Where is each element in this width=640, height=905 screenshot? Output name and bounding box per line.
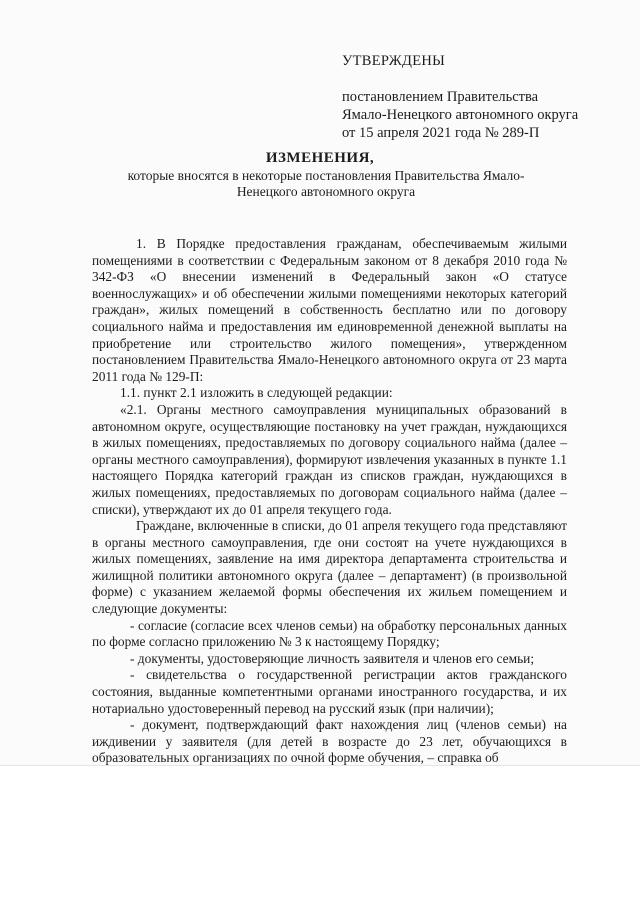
approval-block — [342, 52, 578, 142]
paragraph-1-1: 1.1. пункт 2.1 изложить в следующей редакции: — [120, 385, 393, 401]
approval-line-1: постановлением Правительства — [342, 89, 539, 105]
document-title: ИЗМЕНЕНИЯ, — [265, 150, 375, 166]
list-item-consent: - согласие (согласие всех членов семьи) на обработку персональных данных по форме согласно приложению № 3 к настоящему Порядку; — [92, 617, 567, 650]
list-item-dependents: - документ, подтверждающий факт нахождения лиц (членов семьи) на иждивении у заявителя (для детей в возрасте до 23 лет, обучающихся в образовательных организациях по очной форме обучения, – справка об — [92, 717, 567, 766]
list-item-certificates: - свидетельства о государственной регистрации актов гражданского состояния, выданные компетентными органами иностранного государства, и их нотариально удостоверенный перевод на русский язык (при наличии); — [92, 667, 567, 716]
document-subtitle: которые вносятся в некоторые постановления Правительства Ямало-Ненецкого автономного округа — [127, 168, 525, 199]
approval-line-2: Ямало-Ненецкого автономного округа — [342, 107, 579, 123]
approval-line-3: от 15 апреля 2021 года № 289-П — [342, 125, 540, 141]
paragraph-2-1: «2.1. Органы местного самоуправления муниципальных образований в автономном округе, осуществляющие постановку на учет граждан, нуждающихся в жилых помещениях, предоставляемых по договору социального найма (далее – органы местного самоуправления), формируют извлечения указанных в пункте 1.1 настоящего Порядка категорий граждан из списков граждан, нуждающихся в жилых помещениях, предоставляемых по договорам социального найма (далее – списки), утверждают их до 01 апреля текущего года. — [92, 401, 567, 517]
paragraph-1: 1. В Порядке предоставления гражданам, обеспечиваемым жилыми помещениями в соответствии с Федеральным законом от 8 декабря 2010 года № 342-ФЗ «О внесении изменений в Федеральный закон «О статусе военнослужащих» и об обеспечении жилыми помещениями некоторых категорий граждан», жилых помещений в собственность бесплатно или по договору социального найма и предоставления им единовременной денежной выплаты на приобретение или строительство жилого помещения», утвержденном постановлением Правительства Ямало-Ненецкого автономного округа от 23 марта 2011 года № 129-П: — [92, 236, 567, 384]
list-item-identity-documents: - документы, удостоверяющие личность заявителя и членов его семьи; — [130, 650, 535, 666]
document-body — [92, 236, 567, 767]
approval-heading: УТВЕРЖДЕНЫ — [342, 53, 446, 69]
paragraph-citizens: Граждане, включенные в списки, до 01 апреля текущего года представляют в органы местного самоуправления, где они состоят на учете нуждающихся в жилых помещениях, заявление на имя директора департамента строительства и жилищной политики автономного округа (далее – департамент) (в произвольной форме) с указанием желаемой формы обеспечения их жильем помещением и следующие документы: — [92, 518, 567, 617]
